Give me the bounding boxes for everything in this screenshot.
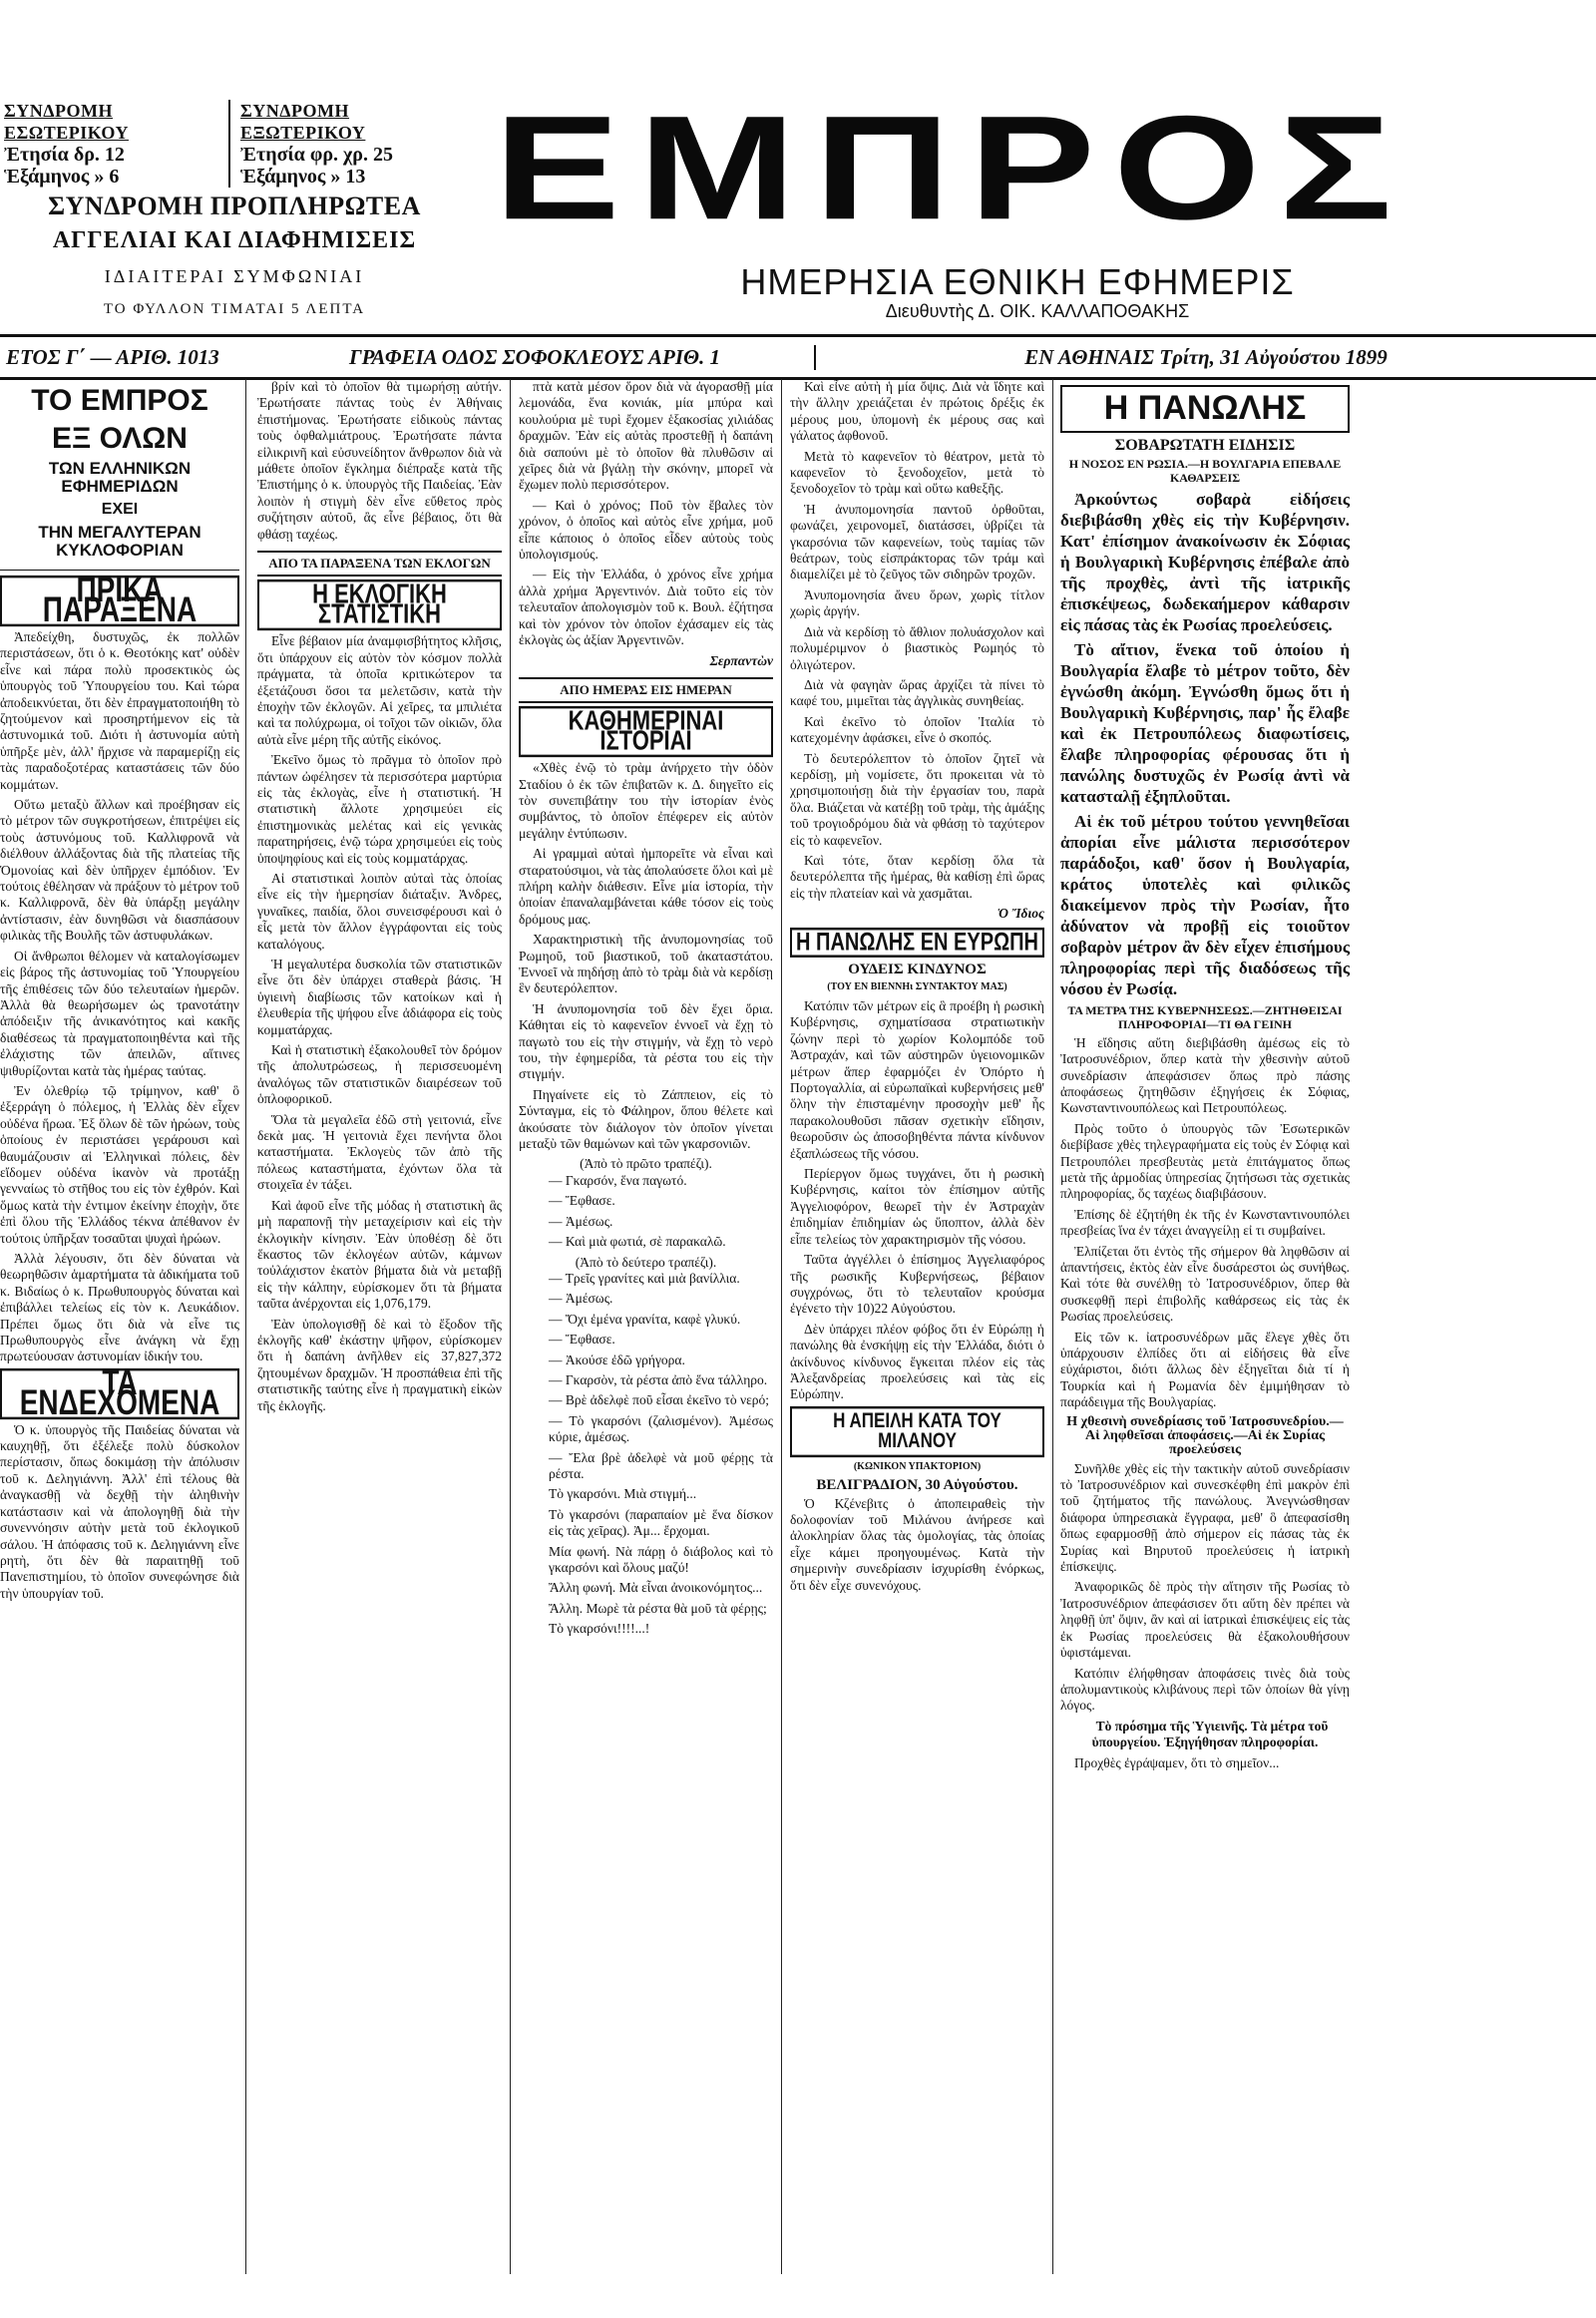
article-paragraph: Οἱ ἄνθρωποι θέλομεν νὰ καταλογίσωμεν εἰς βάρος τῆς ἀστυνομίας τοῦ Ὑπουργείου τῆς ἐπιθέσεις τῶν δύο τελευταίων ἡμερῶν. Ἀλλὰ θὰ θεωρήσωμεν ὡς τρανοτάτην ἀπόδειξιν τῆς ἀνικανότητος καὶ κακῆς διαθέσεως τὰ πραγματοποιηθέντα καὶ τῆς ἐλάχιστης τῶν ἀπειλῶν, αἵτινες ψιθυρίζονται κατὰ τὰς ἡμέρας ταύτας.: [0, 948, 239, 1078]
article-paragraph: Καὶ ἀφοῦ εἶνε τῆς μόδας ἡ στατιστικὴ ἃς μὴ παραπονῇ τὴν μεταχείρισιν καὶ εἰς τὴν ἐκλογικὴν κίνησιν. Ἐὰν ὑποθέσῃ δὲ ὅτι ἕκαστος τῶν ἐκλογέων αὐτῶν, κάμνων τοὐλάχιστον ἑκατὸν βήματα διὰ νὰ μεταβῇ εἰς τὴν κάλπην, εὑρίσκομεν ὅτι τὰ βήματα ταῦτα ἀνέρχονται εἰς 1,076,179.: [257, 1197, 502, 1312]
article-paragraph: πτὰ κατὰ μέσον ὅρον διὰ νὰ ἀγορασθῇ μία λεμονάδα, ἕνα κονιάκ, μία μπύρα καὶ κουλούρια μὲ τυρὶ ἔχομεν ἑξακοσίας χιλιάδας δραχμῶν. Ἐὰν εἰς αὐτὰς προστεθῇ ἡ δαπάνη διὰ σαπούνι μὲ τὸ ὁποῖον θὰ πλυθῶσιν αἱ χεῖρες διὰ νὰ βγάλῃ τὴν σκόνην, μπορεῖ νὰ ἔχωμεν πολὺ περισσότερον.: [519, 379, 773, 493]
domestic-title: ΣΥΝΔΡΟΜΗ ΕΣΩΤΕΡΙΚΟΥ: [4, 101, 129, 143]
dialog-line: Τὸ γκαρσόνι!!!!...!: [549, 1621, 650, 1637]
article-headline: Η ΑΠΕΙΛΗ ΚΑΤΑ ΤΟΥ ΜΙΛΑΝΟΥ: [790, 1406, 1044, 1457]
article-dateline: ΒΕΛΙΓΡΑΔΙΟΝ, 30 Αὐγούστου.: [816, 1476, 1018, 1493]
article-subheadline: ΣΟΒΑΡΩΤΑΤΗ ΕΙΔΗΣΙΣ: [1114, 436, 1296, 454]
promo-line-5: ΤΗΝ ΜΕΓΑΛΥΤΕΡΑΝ ΚΥΚΛΟΦΟΡΙΑΝ: [38, 523, 201, 561]
dialog-line: — Καὶ μιὰ φωτιά, σὲ παρακαλῶ.: [549, 1234, 726, 1250]
article-paragraph: Ὁ Κζένεβιτς ὁ ἀποπειραθεὶς τὴν δολοφονίαν τοῦ Μιλάνου ἀνήρεσε καὶ ἀλοκληρίαν ὅλας τὰς ὁμολογίας, τὰς ὁποίας εἶχε κάμει προηγουμένως. Κατὰ τὴν σημερινὴν συνεδρίασιν ἰσχυρίσθη ἐνόρκως, ὅτι δὲν εἶχε συνενόχους.: [790, 1495, 1044, 1593]
column-2: [249, 379, 511, 2274]
article-paragraph: Ὁ κ. ὑπουργὸς τῆς Παιδείας δύναται νὰ καυχηθῇ, ὅτι ἐξέλεξε πολὺ δύσκολον περίστασιν, ὅπως δοκιμάσῃ τὴν ἀπόλυσιν τοῦ κ. Δεληγιάννη. Ἀλλ' ἐπὶ τέλους θὰ ἀναγκασθῇ νὰ δεχθῇ τὴν ἀληθινὴν κατάστασιν καὶ νὰ ἀπολογηθῇ διὰ τὴν συνεννόησιν αὐτὴν μετὰ τοῦ ἐκλογικοῦ σάλου. Ἡ ἀπόφασις τοῦ κ. Δεληγιάννη εἶνε ρητὴ, ὅτι δὲν θὰ παραιτηθῇ τοῦ Πανεπιστημίου, τὸ ὁποῖον συνεφώνησε διὰ τὴν ὑπουργίαν τοῦ.: [0, 1421, 239, 1601]
article-paragraph: Διὰ νὰ κερδίσῃ τὸ ἄθλιον πολυάσχολον καὶ πολυμέριμνον ὁ βιαστικὸς Ρωμηός τὸ ὀλιγώτερον.: [790, 623, 1044, 672]
dialog-line: — Ἔφθασε.: [549, 1332, 615, 1348]
article-lead: Αἱ ἐκ τοῦ μέτρου τούτου γεννηθεῖσαι ἀπορίαι εἶνε μάλιστα περισσότερον παράδοξοι, καθ' ὅσον ἡ Βουλγαρία, κράτος ὑποτελὲς καὶ φιλικῶς διακείμενον πρὸς τὴν Ρωσίαν, ἦτο ἀδύνατον νὰ προβῇ εἰς τοιοῦτον σοβαρὸν μέτρον ἂν δὲν εἶχεν ἐπισήμους πληροφορίας περὶ τῆς διαδόσεως τῆς νόσου ἐν Ρωσίᾳ.: [1060, 811, 1350, 998]
dialog-line: Τὸ γκαρσόνι (παραπαίον μὲ ἕνα δίσκον εἰς τὰς χεῖρας). Ἀμ... ἔρχομαι.: [549, 1506, 773, 1539]
foreign-year: Ἐτησία φρ. χρ. 25: [240, 144, 393, 166]
article-headline: Η ΕΚΛΟΓΙΚΗ ΣΤΑΤΙΣΤΙΚΗ: [257, 580, 502, 630]
domestic-year: Ἐτησία δρ. 12: [4, 144, 125, 166]
article-paragraph: Κατόπιν τῶν μέτρων εἰς ἃ προέβη ἡ ρωσικὴ Κυβέρνησις, σχηματίσασα στρατιωτικὴν ζώνην περὶ τὸ χωρίον Κολομπόδε τοῦ Ἀστραχάν, καὶ τῶν αὐστηρῶν ὑγειονομικῶν μέτρων ἅπερ ἐφαρμόζει ἐν Ὀπόρτο ἡ Πορτογαλλία, αἱ εὐρωπαϊκαὶ κυβερνήσεις μεθ' ὅλην τὴν ἐπισταμένην προσοχὴν μεθ' ἧς παρακολουθοῦσι πᾶσαν σχετικὴν εἴδησιν, θεωροῦσιν ὡς ἀποσοβηθέντα πάντα κίνδυνον ἐξαπλώσεως τῆς νόσου.: [790, 998, 1044, 1161]
article-paragraph: Ἀπεδείχθη, δυστυχῶς, ἐκ πολλῶν περιστάσεων, ὅτι ὁ κ. Θεοτόκης κατ' οὐδὲν εἶνε καὶ πάρα πολὺ προσεκτικὸς ὡς ὑπουργὸς τοῦ Ὑπουργείου του. Καὶ τώρα ἀποδεικνύεται, ὅτι δὲν ἐπραγματοποιήθη τὸ ζητούμενον καὶ προσηρτήμενον εἰς τὰ ἀστυνομικά τοῦ. Διότι ἡ ἀστυνομία αὐτὴ ὑπῆρξε μὲν, ἀλλ' ἤρχισε νὰ παραμερίζῃ εἰς τὰς παραδοξοτέρας καταστάσεις τῶν δύο κομμάτων.: [0, 628, 239, 792]
promo-line-2: ΕΞ ΟΛΩΝ: [52, 421, 188, 455]
article-paragraph: Αἱ στατιστικαὶ λοιπὸν αὐταὶ τὰς ὁποίας εἶνε εἰς τὴν ἡμερησίαν διάταξιν. Ἀνδρες, γυναῖκες, παιδία, ὅλοι συνεισφέρουσι καὶ ὁ εἷς μετὰ τὸν ἄλλον ἐγγράφονται εἰς τοὺς καταλόγους.: [257, 870, 502, 952]
article-paragraph: Ὅλα τὰ μεγαλεῖα ἐδῶ στὴ γειτονιά, εἶνε δεκὰ μας. Ἡ γειτονιὰ ἔχει πενήντα ὅλοι καταστήματα. Ἐκλογεὺς τῶν ἀπὸ τῆς πόλεως καταστήματα, ἐχόντων ὅλα τὰ στοιχεῖα ἐν τάξει.: [257, 1111, 502, 1193]
article-paragraph: Καὶ τότε, ὅταν κερδίσῃ ὅλα τὰ δευτερόλεπτα τῆς ἡμέρας, θὰ καθίσῃ ἐπὶ ὥρας εἰς τὴν πλατείαν καὶ νὰ χασμᾶται.: [790, 852, 1044, 901]
article-subheadline: Η ΝΟΣΟΣ ΕΝ ΡΩΣΙΑ.—Η ΒΟΥΛΓΑΡΙΑ ΕΠΕΒΑΛΕ ΚΑΘΑΡΣΕΙΣ: [1068, 456, 1342, 485]
dialog-line: — Ἀκούσε ἐδῶ γρήγορα.: [549, 1352, 685, 1367]
article-paragraph: Προχθὲς ἐγράψαμεν, ὅτι τὸ σημεῖον...: [1074, 1754, 1280, 1770]
dialog-line: — Ἀμέσως.: [549, 1291, 613, 1307]
article-paragraph: Ἡ μεγαλυτέρα δυσκολία τῶν στατιστικῶν εἶνε ὅτι δὲν ὑπάρχει σταθερὰ βάσις. Ἡ ὑγιεινὴ διαβίωσις τῶν κατοίκων καὶ ἡ ἐλευθερία τῆς ψήφου εἶνε ἀδιάφορα εἰς τοὺς κομματάρχας.: [257, 957, 502, 1037]
dialog-heading: (Ἀπὸ τὸ δεύτερο τραπέζι).: [575, 1254, 717, 1270]
article-paragraph: Μετὰ τὸ καφενεῖον τὸ θέατρον, μετὰ τὸ καφενεῖον τὸ ξενοδοχεῖον, μετὰ τὸ ξενοδοχεῖον τὸ τρὰμ καὶ οὕτω καθεξῆς.: [790, 448, 1044, 497]
column-1: [0, 379, 246, 2274]
promo-line-4: ΕΧΕΙ: [101, 500, 139, 518]
article-paragraph: Ἐλπίζεται ὅτι ἐντὸς τῆς σήμερον θὰ ληφθῶσιν αἱ ἀπαντήσεις, ἐκτὸς ἐὰν εἶνε δυσάρεστοι ὡς συνήθως. Καὶ τότε θὰ συνέλθῃ τὸ Ἰατροσυνέδριον, ὅπερ θὰ συσκεφθῇ περὶ ἐπιβολῆς καθάρσεως εἰς τὰς ἐκ Ρωσίας προελεύσεις.: [1060, 1243, 1350, 1325]
article-paragraph: Κατόπιν ἐλήφθησαν ἀποφάσεις τινὲς διὰ τοὺς ἀπολυμαντικοὺς κλιβάνους περὶ τῶν ὁποίων θὰ γίνῃ λόγος.: [1060, 1665, 1350, 1714]
prepaid-notice: ΣΥΝΔΡΟΜΗ ΠΡΟΠΛΗΡΩΤΕΑ: [48, 192, 421, 220]
dialog-line: — Τὸ γκαρσόνι (ζαλισμένον). Ἀμέσως κύριε, ἀμέσως.: [549, 1412, 773, 1445]
article-paragraph: Ταῦτα ἀγγέλλει ὁ ἐπίσημος Ἀγγελιαφόρος τῆς ρωσικῆς Κυβερνήσεως, βέβαιον συγχρόνως, ὅτι τὸ τελευταῖον κρούσμα ἐγένετο τὴν 10)22 Αὐγούστου.: [790, 1252, 1044, 1317]
subscription-rates: [0, 100, 469, 188]
article-paragraph: Τὸ πρόσημα τῆς Ὑγιεινῆς. Τὰ μέτρα τοῦ ὑπουργείου. Ἐξηγήθησαν πληροφορίαι.: [1091, 1718, 1329, 1750]
section-bar: ΑΠΟ ΗΜΕΡΑΣ ΕΙΣ ΗΜΕΡΑΝ: [519, 677, 773, 703]
dialog-line: Ἄλλη φωνή. Μὰ εἶναι ἀνοικονόμητος...: [549, 1580, 763, 1596]
article-paragraph: Καὶ ἐκεῖνο τὸ ὁποῖον Ἰταλία τὸ κατεχομένην ἀφάσκει, εἶνε ὁ σκοπός.: [790, 713, 1044, 746]
article-paragraph: Ἡ ἀνυπομονησία παντοῦ ὀρθοῦται, φωνάζει, χειρονομεῖ, διατάσσει, ὑβρίζει τὰ γκαρσόνια τῶν καφενείων, τοὺς ταμίας τῶν θεάτρων, τοὺς εἰσπράκτορας τῶν τράμ καὶ διαμελίζει μὲ τὸ ζεῦγος τῶν σιδηρῶν τροχῶν.: [790, 501, 1044, 582]
article-headline: Η ΠΑΝΩΛΗΣ ΕΝ ΕΥΡΩΠΗ: [790, 928, 1044, 959]
column-3: [511, 379, 782, 2274]
article-headline: ΚΑΘΗΜΕΡΙΝΑΙ ΙΣΤΟΡΙΑΙ: [519, 706, 773, 757]
article-paragraph: Τὸ δευτερόλεπτον τὸ ὁποῖον ζητεῖ νὰ κερδίσῃ, μὴ νομίσετε, ὅτι προκειται νὰ τὸ χρησιμοποιήσῃ διὰ τὴν ἐργασίαν του, παρὰ ὅλα. Βιάζεται νὰ κατέβῃ τοῦ τρὰμ, τὴς ἁμάξης τοῦ τρογιοδρόμου διὰ νὰ φθάσῃ τὸ ταχύτερον εἰς τὸ καφενεῖον.: [790, 750, 1044, 848]
article-byline: (ΤΟΥ ΕΝ ΒΙΕΝΝΗι ΣΥΝΤΑΚΤΟΥ ΜΑΣ): [827, 981, 1007, 992]
article-paragraph: Ἡ ἀνυπομονησία τοῦ δὲν ἔχει ὅρια. Κάθηται εἰς τὸ καφενεῖον ἐννοεῖ νὰ ἔχῃ τὸ παγωτὸ του εἰς τὴν στιγμήν, νὰ ἔχῃ τὸ νερὸ του, τὴν ἐφημερίδα, τὰ ρέστα του εἰς τὴν στιγμήν.: [519, 1000, 773, 1082]
article-paragraph: Καὶ εἶνε αὐτὴ ἡ μία ὄψις. Διὰ νὰ ἴδητε καὶ τὴν ἄλλην χρειάζεται ἐν πρώτοις δρέξις ἐκ μέρους μου, ὑπομονὴ ἐκ μέρους σας καὶ γάλατος ἀφθονοῦ.: [790, 379, 1044, 444]
article-byline: (ΚΩΝΙΚΟΝ ΥΠΑΚΤΟΡΙΟΝ): [853, 1460, 982, 1472]
column-5: [1052, 379, 1358, 2274]
promo-line-1: ΤΟ ΕΜΠΡΟΣ: [31, 384, 208, 417]
foreign-half: Ἑξάμηνος » 13: [240, 166, 366, 188]
promo-line-3: ΤΩΝ ΕΛΛΗΝΙΚΩΝ ΕΦΗΜΕΡΙΔΩΝ: [48, 459, 192, 496]
article-lead: Τὸ αἴτιον, ἕνεκα τοῦ ὁποίου ἡ Βουλγαρία ἔλαβε τὸ μέτρον τοῦτο, δὲν ἐγνώσθη ἀκόμη. Ἐγνώσθη ὅμως ὅτι ἡ Βουλγαρικὴ Κυβέρνησις, παρ' ἧς ἔλαβε καὶ ἐκ Πετρουπόλεως διαφωτίσεις, ἔλαβε πληροφορίας φέρουσας ὅτι ἡ πανώλης δυστυχῶς ἐν Ρωσίᾳ ἀντὶ νὰ κατασταλῇ ἐξηπλοῦται.: [1060, 639, 1350, 806]
article-paragraph: Πρὸς τοῦτο ὁ ὑπουργὸς τῶν Ἐσωτερικῶν διεβίβασε χθὲς τηλεγραφήματα εἰς τοὺς ἐν Σόφιᾳ καὶ Πετρουπόλει πρεσβευτὰς μετὰ ἐπιτάγματος ὅπως μετὰ τῆς ἁρμοδίας ὑπηρεσίας ζητήσωσι τὰς σχετικὰς πληροφορίας, ὅς ταχέως διαβιβάσουν.: [1060, 1120, 1350, 1202]
article-headline: ΠΡΙΚΑ ΠΑΡΑΞΕΝΑ: [0, 576, 239, 626]
article-paragraph: Εἰς τῶν κ. ἰατροσυνέδρων μᾶς ἔλεγε χθὲς ὅτι ὑπάρχουσιν ἐλπίδες ὅτι αἱ εἰδήσεις θὰ εἶνε εὐχάριστοι, διότι ἄλλως δὲν ἐξηγεῖται διὰ τί ἡ Τουρκία καὶ ἡ Ρωμανία δὲν ἐμιμήθησαν τὸ παράδειγμα τῆς Βουλγαρίας.: [1060, 1329, 1350, 1410]
dialog-heading: (Ἀπὸ τὸ πρῶτο τραπέζι).: [580, 1156, 712, 1172]
article-paragraph: «Χθὲς ἐνῷ τὸ τρὰμ ἀνήρχετο τὴν ὁδὸν Σταδίου ὁ ἐκ τῶν ἐπιβατῶν κ. Δ. διηγεῖτο εἰς τὸν συνεπιβάτην του τὴν ἱστορίαν ἑνὸς συμβάντος, τὸ ὁποῖον ἐπέφερεν εἰς αὐτὸν μεγάλην ἐντύπωσιν.: [519, 760, 773, 841]
dialog-line: — Ἀμέσως.: [549, 1213, 613, 1229]
dialog-line: — Γκαρσόν, ἕνα παγωτό.: [549, 1172, 687, 1188]
article-paragraph: Ἐὰν ὑπολογισθῇ δὲ καὶ τὸ ἔξοδον τῆς ἐκλογῆς καθ' ἑκάστην ψῆφον, εὑρίσκομεν ὅτι ἡ δαπάνη ἀνῆλθεν εἰς 37,827,372 ζητουμένων δραχμῶν. Ἡ προσπάθεια ἐπὶ τῆς στατιστικῆς ταύτης εἶνε ἡ πραγματικὴ εἰκὼν τῆς ἐκλογῆς.: [257, 1316, 502, 1413]
article-paragraph: Δὲν ὑπάρχει πλέον φόβος ὅτι ἐν Εὐρώπῃ ἡ πανώλης θὰ ἐνσκήψῃ εἰς τὴν Ἑλλάδα, διότι ὁ ἀκίνδυνος κίνδυνος ἔγκειται πλέον εἰς τὰς Ἀλεξανδρείας προελεύσεις καὶ τὰς εἰς Εὐρώπην.: [790, 1321, 1044, 1402]
issue-number: ΕΤΟΣ Γ΄ — ΑΡΙΘ. 1013: [6, 344, 219, 369]
foreign-subscription: [228, 100, 465, 188]
article-paragraph: Ἐκεῖνο ὅμως τὸ πρᾶγμα τὸ ὁποῖον πρὸ πάντων ὠφέλησεν τὰ περισσότερα μαρτύρια εἰς τὰς ἐκλογὰς, εἶνε ἡ στατιστική. Ἡ στατιστικὴ ἄλλοτε χρησιμεύει εἰς ἐπιστημονικὰς μελέτας καὶ εἰς γενικὰς παρατηρήσεις, ἐνῷ τώρα χρησιμεύει εἰς τοὺς ὑποψηφίους καὶ εἰς τοὺς κομματάρχας.: [257, 752, 502, 866]
author-signature: Ὁ Ἴδιος: [997, 906, 1044, 922]
newspaper-title-logo: ΕΜΠΡΟΣ: [494, 85, 1410, 251]
article-paragraph: Συνῆλθε χθὲς εἰς τὴν τακτικὴν αὐτοῦ συνεδρίασιν τὸ Ἰατροσυνέδριον καὶ συνεσκέφθη ἐπὶ μακρὸν ἐπὶ τοῦ ζητήματος τῆς πανώλους. Ἀνεγνώσθησαν διάφορα ὑπηρεσιακὰ ἔγγραφα, μεθ' ὃ ἀπεφασίσθη ὅπως εφαρμοσθῇ ἀπὸ σήμερον εἰς πάσας τὰς ἐκ Συρίας καὶ Βηρυτοῦ προελεύσεις ἡ ἰατρικὴ ἐπίσκεψις.: [1060, 1460, 1350, 1575]
article-paragraph: Χαρακτηριστικὴ τῆς ἀνυπομονησίας τοῦ Ρωμηοῦ, τοῦ βιαστικοῦ, τοῦ ἀκαταστάτου. Ἐννοεῖ νὰ πηδήσῃ ἀπὸ τὸ τρὰμ διὰ νὰ κερδίσῃ ἓν δευτερόλεπτον.: [519, 932, 773, 996]
offices-address: ΓΡΑΦΕΙΑ ΟΔΟΣ ΣΟΦΟΚΛΕΟΥΣ ΑΡΙΘ. 1: [348, 344, 721, 369]
article-subheadline: Η χθεσινὴ συνεδρίασις τοῦ Ἰατροσυνεδρίου.—Αἱ ληφθεῖσαι ἀποφάσεις.—Αἱ ἐκ Συρίας προελεύσεις: [1066, 1413, 1344, 1457]
domestic-subscription: [0, 100, 228, 188]
single-copy-price: ΤΟ ΦΥΛΛΟΝ ΤΙΜΑΤΑΙ 5 ΛΕΠΤΑ: [103, 301, 366, 317]
article-paragraph: Εἶνε βέβαιον μία ἀναμφισβήτητος κλῆσις, ὅτι ὑπάρχουν εἰς αὐτὸν τὸν κόσμον πολλὰ πράγματα, τὰ ὁποῖα κριτικώτερον τα ἐξετάζουσι ὅσοι τα μελετῶσιν, κατὰ τὴν ἐποχὴν τῶν ἐκλογῶν. Αἱ χεῖρες, τα μπιλιέτα καὶ τα πολύχρωμα, οἱ τοῖχοι τῶν οἰκιῶν, ὅλα αὐτὰ εἶνε μέρη τῆς αὐτῆς εἰκόνος.: [257, 633, 502, 747]
article-lead: Ἀρκούντως σοβαρὰ εἰδήσεις διεβιβάσθη χθὲς εἰς τὴν Κυβέρνησιν. Κατ' ἐπίσημον ἀνακοίνωσιν ἐκ Σόφιας ἡ Βουλγαρικὴ Κυβέρνησις ἐπέβαλε ἀπὸ τῆς προχθὲς, ἀντὶ τῆς ἰατρικῆς ἐπισκέψεως, δωδεκαήμερον κάθαρσιν εἰς πάσας τὰς ἐκ Ρωσίας προελεύσεις.: [1060, 489, 1350, 634]
subscription-block: [0, 100, 469, 317]
article-paragraph: Ἐπίσης δὲ ἐζητήθη ἐκ τῆς ἐν Κωνσταντινουπόλει πρεσβείας ἵνα ἐν τάχει ἀναγγείλῃ εἰ τι συμβαίνει.: [1060, 1206, 1350, 1239]
article-paragraph: Ἀνυπομονησία ἄνευ ὅρων, χωρὶς τίτλον χωρὶς ἀργήν.: [790, 586, 1044, 619]
section-bar: ΑΠΟ ΤΑ ΠΑΡΑΞΕΝΑ ΤΩΝ ΕΚΛΟΓΩΝ: [257, 551, 502, 577]
article-paragraph: Οὕτω μεταξὺ ἄλλων καὶ προέβησαν εἰς τὸ μέτρον τῶν συγκροτήσεων, ἐπιτρέψει εἰς τοὺς ἀστυνόμους τοῦ. Καλλιφρονᾶ νὰ διέλθουν ἀλλάξοντας διὰ τῆς πλατείας τῆς Ὁμονοίας καὶ δὲν ὑπῆρχεν ἐμπόδιον. Ἐν τούτοις ἐθέλησαν νὰ πράξουν τὸ μέτρον τοῦ κ. Καλλιφρονᾶ, δὲν θὰ ὑπάρξῃ μεγάλην ἀντίστασιν, ἐὰν δυνηθῶσι νὰ διασπάσουν φιλικὰς τῆς Βουλῆς τῶν ἀστυφυλάκων.: [0, 797, 239, 944]
article-headline: ΤΑ ΕΝΔΕΧΟΜΕΝΑ: [0, 1368, 239, 1419]
article-paragraph: Περίεργον ὅμως τυγχάνει, ὅτι ἡ ρωσικὴ Κυβέρνησις, καίτοι τὸν ἐπίσημον αὐτῆς Ἀγγελιοφόρον, θεωρεῖ τὴν ἐν Ἀστραχὰν ἐπιδημίαν ἐπιδημίαν ὡς ὕποπτον, ἀλλὰ δὲν εἶπε τελείως τὸν χαρακτηρισμὸν τῆς νόσου.: [790, 1166, 1044, 1247]
article-headline: Η ΠΑΝΩΛΗΣ: [1060, 385, 1350, 433]
dialog-line: Μία φωνή. Νὰ πάρῃ ὁ διάβολος καὶ τὸ γκαρσόνι καὶ ὅλους μαζύ!: [549, 1543, 773, 1575]
dialog-line: Ἄλλη. Μωρὲ τὰ ρέστα θὰ μοῦ τὰ φέρῃς;: [549, 1600, 767, 1616]
column-4: [782, 379, 1053, 2274]
article-paragraph: — Καὶ ὁ χρόνος; Ποῦ τὸν ἔβαλες τὸν χρόνον, ὁ ὁποῖος καὶ αὐτὸς εἶνε χρήμα, μοῦ εἶπε κάποιος ὁ ὁποῖος εἶδεν αὐτοὺς τοὺς ὑπολογισμούς.: [519, 497, 773, 563]
article-paragraph: Καὶ ἡ στατιστικὴ ἐξακολουθεῖ τὸν δρόμον τῆς ἀπολυτρώσεως, ἡ περισσευομένη ἀναλόγως τῶν στατιστικῶν διαιρέσεων τοῦ ὁπλοφορικοῦ.: [257, 1042, 502, 1107]
article-paragraph: βρίν καὶ τὸ ὁποῖον θὰ τιμωρήσῃ αὐτήν. Ἐρωτήσατε πάντας τοὺς ἐν Ἀθήναις ἐπιστήμονας. Ἐρωτήσατε εἰδικοὺς πάντας τοὺς ὀφθαλμιάτρους. Ἐρωτήσατε πάντα εἰλικρινῆ καὶ εὐσυνείδητον ἄνθρωπον διὰ νὰ μάθετε ὁποῖον ἔγκλημα διέπραξε κατὰ τῆς Ἐπιστήμης ὁ κ. ὑπουργὸς τῆς Παιδείας. Ἐὰν λοιπὸν ἡ στιγμὴ δὲν εἶνε εὔθετος πρὸς συζήτησιν αὐτοῦ, ἂς εἶνε βέβαιος, ὅτι θὰ φθάσῃ ταχέως.: [257, 379, 502, 542]
dialog-line: — Τρεῖς γρανίτες καὶ μιὰ βανίλλια.: [549, 1270, 740, 1286]
article-subheadline: ΟΥΔΕΙΣ ΚΙΝΔΥΝΟΣ: [848, 962, 987, 977]
dialog-line: — Ἔλα βρὲ ἀδελφὲ νὰ μοῦ φέρῃς τὰ ρέστα.: [549, 1449, 773, 1481]
domestic-half: Ἑξάμηνος » 6: [4, 166, 120, 188]
article-paragraph: Ἀλλὰ λέγουσιν, ὅτι δὲν δύναται νὰ θεωρηθῶσιν ἁμαρτήματα τὰ ἀδικήματα τοῦ κ. Βιδαίως ὁ κ. Πρωθυπουργὸς δύναται καὶ ἐπιβάλλει τελείως εἰς τὸν κ. Λευκάδιον. Πρέπει ὅμως ὅτι διὰ νὰ εἶνε τις Πρωθυπουργὸς εἶνε ἀνάγκη νὰ ἔχῃ πρωτεύουσαν ἀστυνομίαν ἰδικήν του.: [0, 1251, 239, 1364]
ads-notice: ΑΓΓΕΛΙΑΙ ΚΑΙ ΔΙΑΦΗΜΙΣΕΙΣ: [52, 227, 417, 253]
article-paragraph: Ἀναφορικῶς δὲ πρὸς τὴν αἴτησιν τῆς Ρωσίας τὸ Ἰατροσυνέδριον ἀπεφάσισεν ὅτι αὕτη δὲν πρέπει νὰ ληφθῇ ὑπ' ὄψιν, ἂν καὶ αἱ ἰατρικαὶ ἐπισκέψεις εἰς τὰς ἐκ Ρωσίας προελεύσεις θὰ ἐξακολουθήσουν ὑφιστάμεναι.: [1060, 1579, 1350, 1661]
article-paragraph: Αἱ γραμμαὶ αὐταὶ ἠμπορεῖτε νὰ εἶναι καὶ σταρατούσιμοι, νὰ τὰς ἀπολαύσετε ὅλοι καὶ μὲ πλήρη καλὴν διάθεσιν. Εἶνε μία ἱστορία, τὴν ὁποίαν ἐπαναλαμβάνεται κάθε τόσον εἰς τοὺς δρόμους μας.: [519, 846, 773, 927]
article-paragraph: Ἡ εἴδησις αὕτη διεβιβάσθη ἀμέσως εἰς τὸ Ἰατροσυνέδριον, ὅπερ κατὰ τὴν χθεσινὴν αὐτοῦ συνεδρίασιν ἀπεφάσισεν ὅπως πρὸ πάσης ἀποφάσεως ζητηθῶσιν ἐξηγήσεις ἐκ Σόφιας, Κωνσταντινουπόλεως καὶ Πετρουπόλεως.: [1060, 1034, 1350, 1116]
issue-date: ΕΝ ΑΘΗΝΑΙΣ Τρίτη, 31 Αὐγούστου 1899: [814, 345, 1596, 370]
article-paragraph: Ἐν ὀλεθρίῳ τῷ τρίμηνον, καθ' ὃ ἐξερράγη ὁ πόλεμος, ἡ Ἑλλὰς δὲν εἶχεν οὐδένα ἥρωα. Ἐξ ὅλων δὲ τῶν ἡρώων, τοὺς ὁποίους ἐν περιστάσει γεράρουσι καὶ θαυμάζουσιν αἱ Ἑλληνικαὶ πόλεις, δὲν εἴδομεν οὐδένα ἱκανὸν νὰ προτάξῃ γενναίως τὸ στῆθος του εἰς τὸν ἐχθρόν. Καὶ ὅμως κατὰ τὴν ἐντιμον ἐκείνην ἐποχὴν, ὅτε ἐπὶ ὅλου τῆς Ἑλλάδος τέκνα ἀπέθανον ἐν τούτοις ὑπῆρξαν τοσαῦται ψυχαὶ ἡρώων.: [0, 1082, 239, 1246]
dialog-line: — Γκαρσὸν, τὰ ρέστα ἀπὸ ἕνα τάλληρο.: [549, 1371, 768, 1387]
article-paragraph: — Εἰς τὴν Ἑλλάδα, ὁ χρόνος εἶνε χρήμα ἀλλὰ χρήμα Ἀργεντινόν. Διὰ τοῦτο εἰς τὸν τελευταῖον ἀπολογισμὸν τοῦ κ. Βουλ. ἐζήτησα καὶ τὸν χρόνον τὸν ὁποῖον ἐχάσαμεν εἰς τὰς ἐκλογὰς ὡς ἀξίαν Ἀργεντινῶν.: [519, 567, 773, 648]
dateline-bar: [0, 334, 1596, 380]
dialog-line: — Ὄχι ἐμένα γρανίτα, καφὲ γλυκύ.: [549, 1311, 741, 1327]
dialog-line: — Ἔφθασε.: [549, 1193, 615, 1209]
dialog-line: Τὸ γκαρσόνι. Μιὰ στιγμή...: [549, 1486, 697, 1502]
author-signature: Σερπαντὼν: [709, 652, 773, 668]
newspaper-director: Διευθυντὴς Δ. ΟΙΚ. ΚΑΛΛΑΠΟΘΑΚΗΣ: [885, 301, 1190, 321]
dialog-line: — Βρὲ ἀδελφὲ ποῦ εἶσαι ἐκεῖνο τὸ νερό;: [549, 1392, 769, 1408]
special-notice: ΙΔΙΑΙΤΕΡΑΙ ΣΥΜΦΩΝΙΑΙ: [104, 266, 365, 286]
article-paragraph: Διὰ νὰ φαγηὰν ὥρας ἀρχίζει τὰ πίνει τὸ καφέ του, μιμεῖται τὰς ἀγγλικὰς συνηθείας.: [790, 676, 1044, 709]
article-paragraph: Πηγαίνετε εἰς τὸ Ζάππειον, εἰς τὸ Σύνταγμα, εἰς τὸ Φάληρον, ὅπου θέλετε καὶ ἀκούσατε τὸν διάλογον τὸν ὁποῖον γίνεται μεταξὺ τῶν θαμώνων καὶ τῶν γκαρσονιῶν.: [519, 1086, 773, 1152]
foreign-title: ΣΥΝΔΡΟΜΗ ΕΞΩΤΕΡΙΚΟΥ: [240, 101, 366, 143]
article-subheadline: ΤΑ ΜΕΤΡΑ ΤΗΣ ΚΥΒΕΡΝΗΣΕΩΣ.—ΖΗΤΗΘΕΙΣΑΙ ΠΛΗΡΟΦΟΡΙΑΙ—ΤΙ ΘΑ ΓΕΙΝΗ: [1067, 1002, 1343, 1031]
newspaper-tagline: ΗΜΕΡΗΣΙΑ ΕΘΝΙΚΗ ΕΦΗΜΕΡΙΣ: [740, 261, 1295, 302]
